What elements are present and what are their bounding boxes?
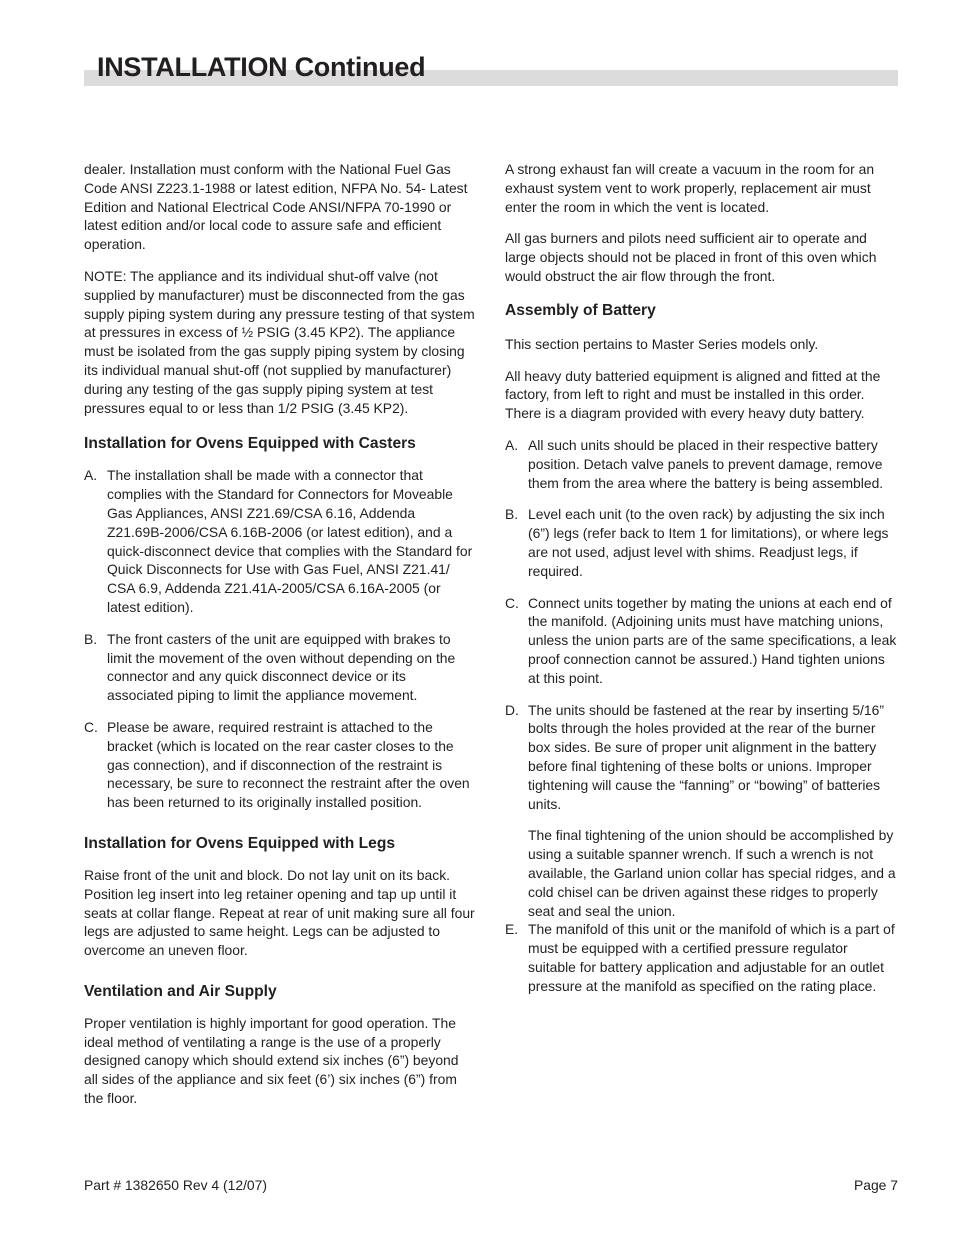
burners-paragraph: All gas burners and pilots need sufficient air to operate and large objects should not be placed in front of this oven which would obstruct the air flow through the front. <box>505 230 877 284</box>
note-paragraph: NOTE: The appliance and its individual shut-off valve (not supplied by manufacturer) must be disconnected from the gas supply piping system during any pressure testing of that system at pressures in excess of ½ PSIG (3.45 KP2). The appliance must be isolated from the gas supply piping system by closing its individual manual shut-off (not supplied by manufacturer) during any testing of the gas supply piping system at test pressures equal to or less than 1/2 PSIG (3.45 KP2). <box>84 267 475 416</box>
item-letter: B. <box>84 630 98 647</box>
exhaust-paragraph: A strong exhaust fan will create a vacuum in the room for an exhaust system vent to work properly, replacement air must enter the room in which the vent is located. <box>505 161 875 215</box>
item-text: The manifold of this unit or the manifold of which is a part of must be equipped with a certified pressure regulator suitable for battery application and adjustable for an outlet pressure at the manifold as specified on the rating place. <box>528 921 895 994</box>
battery-paragraph-2: All heavy duty batteried equipment is aligned and fitted at the factory, from left to right and must be installed in this order. There is a diagram provided with every heavy duty battery. <box>505 367 881 422</box>
item-letter: B. <box>505 506 519 523</box>
item-text: Level each unit (to the oven rack) by adjusting the six inch (6”) legs (refer back to Item 1 for limitations), or where legs are not used, adjust level with shims. Readjust legs, if required. <box>528 506 889 579</box>
footer-page-number: Page 7 <box>853 1177 898 1193</box>
battery-item-d-followup: The final tightening of the union should be accomplished by using a suitable spanner wrench. If such a wrench is not available, the Garland union collar has special ridges, and a cold chisel can be driven against these ridges to properly seat and seal the union. <box>528 827 896 919</box>
right-column <box>505 160 899 1008</box>
casters-item-a <box>84 466 476 616</box>
battery-item-e <box>505 920 899 995</box>
item-text: The installation shall be made with a connector that complies with the Standard for Connectors for Moveable Gas Appliances, ANSI Z21.69/CSA 6.16, Addenda Z21.69B-2006/CSA 6.16B-2006 (or latest edition), and a quick-disconnect device that complies with the Standard for Quick Disconnects for Use with Gas Fuel, ANSI Z21.41/ CSA 6.9, Addenda Z21.41A-2005/CSA 6.16A-2005 (or latest edition). <box>107 467 473 615</box>
intro-paragraph: dealer. Installation must conform with the National Fuel Gas Code ANSI Z223.1-1988 or latest edition, NFPA No. 54- Latest Edition and National Electrical Code ANSI/NFPA 70-1990 or latest edition and/or local code to assure safe and efficient operation. <box>84 161 468 253</box>
casters-heading: Installation for Ovens Equipped with Casters <box>84 435 416 453</box>
battery-item-b <box>505 505 899 580</box>
legs-heading: Installation for Ovens Equipped with Legs <box>84 834 396 852</box>
item-letter: A. <box>505 436 519 453</box>
left-column <box>84 160 476 1108</box>
battery-item-c <box>505 594 899 688</box>
item-letter: C. <box>505 594 519 611</box>
item-text: The front casters of the unit are equipped with brakes to limit the movement of the oven without depending on the connector and any quick disconnect device or its associated piping to limit the appliance movement. <box>107 630 456 704</box>
item-text: The units should be fastened at the rear by inserting 5/16” bolts through the holes provided at the rear of the burner box sides. Be sure of proper unit alignment in the battery before final tightening of these bolts or unions. Improper tightening will cause the “fanning” or “bowing” of batteries units. <box>528 701 884 812</box>
footer-part-number: Part # 1382650 Rev 4 (12/07) <box>84 1177 268 1193</box>
item-letter: E. <box>505 921 519 938</box>
item-text: Please be aware, required restraint is attached to the bracket (which is located on the rear caster closes to the gas connection), and if disconnection of the restraint is necessary, be sure to reconnect the restraint after the oven has been returned to its originally installed position. <box>107 718 470 811</box>
ventilation-paragraph: Proper ventilation is highly important for good operation. The ideal method of ventilating a range is the use of a properly designed canopy which should extend six inches (6”) beyond all sides of the appliance and six feet (6’) six inches (6”) from the floor. <box>84 1014 459 1107</box>
battery-heading: Assembly of Battery <box>505 301 656 319</box>
ventilation-heading: Ventilation and Air Supply <box>84 982 277 1000</box>
casters-item-b <box>84 630 476 705</box>
item-text: Connect units together by mating the unions at each end of the manifold. (Adjoining units must have matching unions, unless the union parts are of the same specifications, a leak proof connection cannot be assured.) Hand tighten unions at this point. <box>528 594 897 686</box>
battery-item-a <box>505 436 899 492</box>
item-letter: C. <box>84 718 98 735</box>
page-title: INSTALLATION Continued <box>97 52 426 82</box>
item-letter: A. <box>84 467 98 484</box>
battery-item-d <box>505 701 899 814</box>
legs-paragraph: Raise front of the unit and block. Do not lay unit on its back. Position leg insert into leg retainer opening and tap up until it seats at collar flange. Repeat at rear of unit making sure all four legs are adjusted to same height. Legs can be adjusted to overcome an uneven floor. <box>84 866 475 959</box>
item-text: All such units should be placed in their respective battery position. Detach valve panels to prevent damage, remove them from the area where the battery is being assembled. <box>528 436 884 491</box>
item-letter: D. <box>505 701 519 718</box>
battery-paragraph-1: This section pertains to Master Series models only. <box>505 335 819 352</box>
casters-item-c <box>84 718 476 812</box>
